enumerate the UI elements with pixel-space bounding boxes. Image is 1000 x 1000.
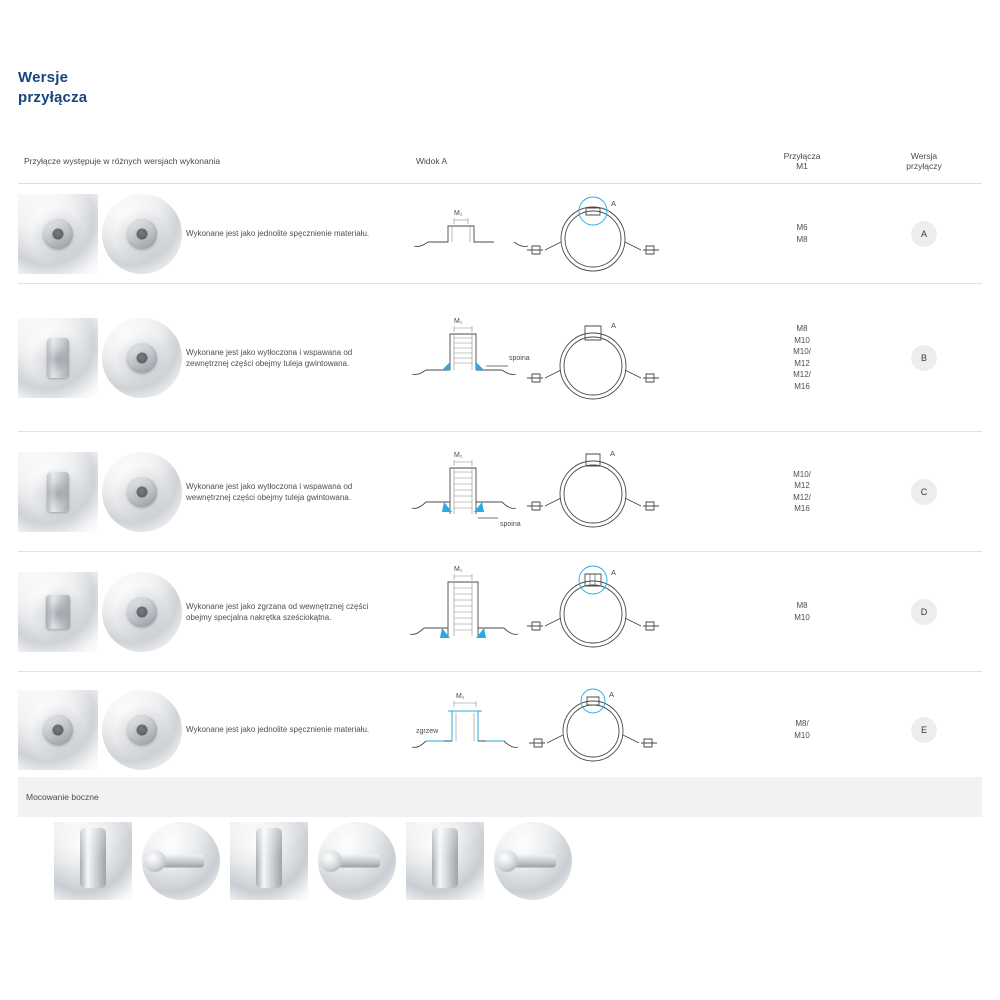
- product-photo: [18, 194, 98, 274]
- row-description: Wykonane jest jako jednolite spęcznienie materiału.: [186, 229, 370, 238]
- version-badge: A: [911, 221, 937, 247]
- row-drawing: [408, 672, 738, 787]
- m1-value: M10: [794, 335, 810, 345]
- page-title-line2: przyłącza: [18, 89, 88, 106]
- drawing-label-weld: zgrzew: [416, 727, 439, 735]
- row-drawing: [408, 432, 738, 551]
- row-description: Wykonane jest jako wytłoczona i wspawana od zewnętrznej części obejmy tuleja gwintowana.: [186, 347, 353, 368]
- row-version: [866, 552, 982, 671]
- page-title: [18, 68, 87, 108]
- row-version: [866, 184, 982, 283]
- drawing-label-a: A: [611, 567, 617, 577]
- m1-value: M8: [796, 601, 808, 610]
- header-m1: [738, 151, 866, 171]
- versions-table: [18, 138, 982, 787]
- side-product-photo: [406, 822, 484, 900]
- m1-value: M12/: [793, 370, 811, 379]
- drawing-label-a: A: [609, 689, 615, 699]
- side-product-photo: [318, 822, 396, 900]
- technical-drawing-c: [408, 432, 738, 552]
- header-view: Widok A: [416, 155, 448, 166]
- row-m1-values: [738, 672, 866, 787]
- m1-value: M10/: [793, 469, 811, 479]
- drawing-label-a: A: [610, 448, 616, 458]
- header-version-line2: przyłączy: [906, 160, 942, 171]
- row-description: Wykonane jest jako jednolite spęcznienie materiału.: [186, 725, 370, 734]
- product-photo: [18, 318, 98, 398]
- row-photos: [18, 672, 186, 787]
- product-photo: [102, 452, 182, 532]
- version-badge: B: [911, 345, 937, 371]
- side-photo-group: [406, 822, 572, 905]
- row-m1-values: [738, 432, 866, 551]
- m1-value: M12: [794, 358, 810, 368]
- table-row: [18, 552, 982, 672]
- drawing-label-m1: M₁: [454, 317, 463, 325]
- product-photo: [18, 572, 98, 652]
- row-m1-values: [738, 284, 866, 431]
- header-description: Przyłącze występuje w różnych wersjach wykonania: [24, 155, 221, 166]
- header-m1-line1: Przyłącza: [783, 150, 821, 161]
- product-photo: [102, 572, 182, 652]
- row-version: [866, 672, 982, 787]
- header-version: [866, 151, 982, 171]
- row-photos: [18, 432, 186, 551]
- drawing-label-m1: M₁: [454, 451, 463, 459]
- row-drawing: [408, 552, 738, 671]
- drawing-label-weld: spoina: [500, 520, 521, 528]
- technical-drawing-d: [408, 552, 738, 672]
- technical-drawing-a: [408, 184, 738, 284]
- product-photo: [18, 452, 98, 532]
- row-drawing: [408, 284, 738, 431]
- side-photo-group: [54, 822, 220, 905]
- product-photo: [102, 690, 182, 770]
- version-badge: E: [911, 717, 937, 743]
- product-photo: [102, 318, 182, 398]
- product-photo: [18, 690, 98, 770]
- side-product-photo: [142, 822, 220, 900]
- m1-value: M8: [796, 234, 808, 244]
- side-mount-label: Mocowanie boczne: [26, 792, 99, 802]
- row-description: Wykonane jest jako wytłoczona i wspawana od wewnętrznej części obejmy tuleja gwintowana.: [186, 481, 353, 502]
- row-version: [866, 432, 982, 551]
- row-version: [866, 284, 982, 431]
- header-version-line1: Wersja: [910, 150, 938, 161]
- row-drawing: [408, 184, 738, 283]
- m1-value: M16: [794, 381, 810, 391]
- version-badge: C: [911, 479, 937, 505]
- row-description: Wykonane jest jako zgrzana od wewnętrznej części obejmy specjalna nakrętka sześciokątna.: [186, 601, 369, 622]
- m1-value: M8/: [795, 719, 809, 728]
- m1-value: M8: [796, 324, 808, 333]
- m1-value: M10: [794, 730, 810, 740]
- page-title-line1: Wersje: [18, 69, 69, 86]
- m1-value: M10: [794, 612, 810, 622]
- header-m1-line2: M1: [796, 160, 808, 171]
- drawing-label-m1: M₁: [454, 209, 463, 217]
- m1-value: M10/: [793, 347, 811, 356]
- product-photo: [102, 194, 182, 274]
- table-row: [18, 284, 982, 432]
- drawing-label-weld: spoina: [509, 354, 530, 362]
- side-product-photo: [230, 822, 308, 900]
- table-row: [18, 432, 982, 552]
- side-mount-photos: [18, 822, 982, 932]
- drawing-label-m1: M₁: [454, 565, 463, 573]
- row-photos: [18, 284, 186, 431]
- drawing-label-m1: M₁: [456, 692, 465, 700]
- table-row: [18, 184, 982, 284]
- m1-value: M6: [796, 223, 808, 232]
- side-product-photo: [54, 822, 132, 900]
- table-header-row: [18, 138, 982, 184]
- row-m1-values: [738, 184, 866, 283]
- row-m1-values: [738, 552, 866, 671]
- drawing-label-a: A: [611, 320, 617, 330]
- row-photos: [18, 552, 186, 671]
- drawing-label-a: A: [611, 198, 617, 208]
- side-photo-group: [230, 822, 396, 905]
- technical-drawing-e: [408, 675, 738, 785]
- m1-value: M16: [794, 504, 810, 513]
- side-product-photo: [494, 822, 572, 900]
- side-mount-band: [18, 777, 982, 817]
- technical-drawing-b: [408, 298, 738, 418]
- version-badge: D: [911, 599, 937, 625]
- m1-value: M12: [794, 481, 810, 490]
- m1-value: M12/: [793, 492, 811, 502]
- table-row: [18, 672, 982, 787]
- row-photos: [18, 184, 186, 283]
